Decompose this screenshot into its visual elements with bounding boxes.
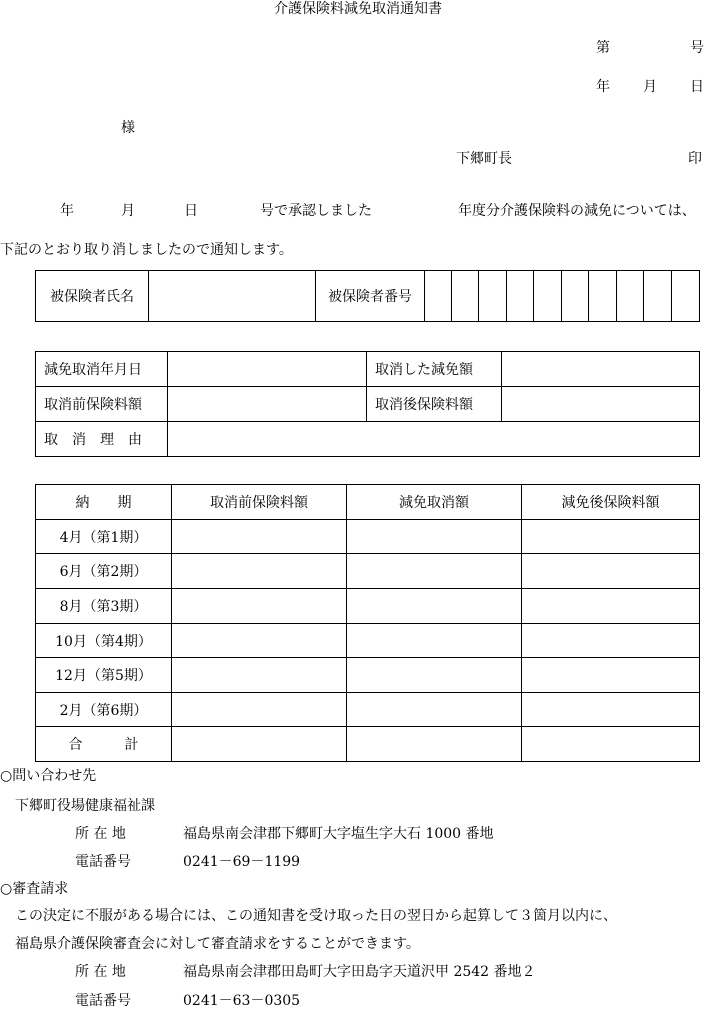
header-after: 減免後保険料額: [522, 485, 700, 520]
period-after-cell[interactable]: [522, 693, 700, 727]
period-after-cell[interactable]: [522, 589, 700, 624]
notice-text: 下記のとおり取り消しましたので通知します。: [0, 242, 293, 258]
period-table: [35, 484, 700, 762]
period-after-cell[interactable]: [522, 658, 700, 693]
header-period: 納 期: [36, 485, 172, 520]
contact-phone-label: 電話番号: [75, 854, 131, 870]
contact-address-label: 所 在 地: [75, 826, 126, 842]
header-cancel: 減免取消額: [347, 485, 522, 520]
document-title: 介護保険料減免取消通知書: [274, 1, 442, 17]
period-after-cell[interactable]: [522, 520, 700, 554]
table-row: [36, 554, 700, 589]
insured-number-digit[interactable]: [479, 271, 507, 322]
insured-number-digit[interactable]: [507, 271, 534, 322]
total-label: 合 計: [36, 727, 172, 762]
approval-year: 年: [60, 203, 74, 219]
period-before-cell[interactable]: [172, 554, 347, 589]
period-before-cell[interactable]: [172, 589, 347, 624]
period-cancel-cell[interactable]: [347, 520, 522, 554]
period-cancel-cell[interactable]: [347, 624, 522, 658]
cancel-date-label: 減免取消年月日: [36, 352, 168, 387]
insured-number-digit[interactable]: [562, 271, 589, 322]
period-label: 4月（第1期）: [36, 520, 172, 554]
period-before-cell[interactable]: [172, 624, 347, 658]
premium-before-field[interactable]: [168, 387, 367, 422]
addressee-suffix: 様: [121, 120, 135, 136]
cancelled-amount-field[interactable]: [502, 352, 700, 387]
total-after-cell[interactable]: [522, 727, 700, 762]
cancelled-amount-label: 取消した減免額: [367, 352, 502, 387]
period-cancel-cell[interactable]: [347, 658, 522, 693]
premium-before-label: 取消前保険料額: [36, 387, 168, 422]
review-heading: ○審査請求: [0, 881, 69, 897]
review-address: 福島県南会津郡田島町大字田島字天道沢甲 2542 番地２: [183, 964, 536, 980]
period-before-cell[interactable]: [172, 520, 347, 554]
insured-number-digit[interactable]: [425, 271, 452, 322]
review-text-line1: この決定に不服がある場合には、この通知書を受け取った日の翌日から起算して３箇月以内に、: [15, 908, 617, 924]
insured-number-label: 被保険者番号: [316, 271, 425, 322]
period-label: 6月（第2期）: [36, 554, 172, 589]
review-text-line2: 福島県介護保険審査会に対して審査請求をすることができます。: [15, 936, 420, 952]
approval-day: 日: [184, 203, 198, 219]
insured-number-digit[interactable]: [589, 271, 617, 322]
table-row: [36, 624, 700, 658]
review-address-label: 所 在 地: [75, 964, 126, 980]
doc-number-prefix: 第: [596, 40, 610, 56]
period-before-cell[interactable]: [172, 658, 347, 693]
period-cancel-cell[interactable]: [347, 693, 522, 727]
contact-phone: 0241－69－1199: [183, 854, 301, 870]
period-label: 2月（第6期）: [36, 693, 172, 727]
contact-heading: ○問い合わせ先: [0, 768, 97, 784]
insured-name-field[interactable]: [149, 271, 316, 322]
total-cancel-cell[interactable]: [347, 727, 522, 762]
contact-office: 下郷町役場健康福祉課: [15, 798, 155, 814]
issuer: 下郷町長: [456, 151, 512, 167]
premium-after-label: 取消後保険料額: [367, 387, 502, 422]
period-after-cell[interactable]: [522, 554, 700, 589]
period-label: 12月（第5期）: [36, 658, 172, 693]
insured-number-digit[interactable]: [644, 271, 672, 322]
total-before-cell[interactable]: [172, 727, 347, 762]
insured-table: [35, 270, 700, 322]
insured-number-digit[interactable]: [672, 271, 700, 322]
table-row: [36, 727, 700, 762]
header-before: 取消前保険料額: [172, 485, 347, 520]
review-phone: 0241－63－0305: [183, 993, 301, 1009]
period-before-cell[interactable]: [172, 693, 347, 727]
date-month: 月: [643, 79, 657, 95]
contact-address: 福島県南会津郡下郷町大字塩生字大石 1000 番地: [183, 826, 494, 842]
review-phone-label: 電話番号: [75, 993, 131, 1009]
table-row: [36, 658, 700, 693]
doc-number-suffix: 号: [690, 40, 704, 56]
insured-number-digit[interactable]: [617, 271, 644, 322]
insured-name-label: 被保険者氏名: [36, 271, 149, 322]
table-row: [36, 520, 700, 554]
cancel-reason-label: 取 消 理 由: [36, 422, 168, 457]
period-label: 10月（第4期）: [36, 624, 172, 658]
table-row: [36, 589, 700, 624]
insured-number-digit[interactable]: [452, 271, 479, 322]
approval-month: 月: [121, 203, 135, 219]
date-year: 年: [596, 79, 610, 95]
approval-text: 号で承認しました: [260, 203, 372, 219]
table-row: [36, 693, 700, 727]
insured-number-digit[interactable]: [534, 271, 562, 322]
cancel-info-table: [35, 351, 700, 457]
period-cancel-cell[interactable]: [347, 589, 522, 624]
period-label: 8月（第3期）: [36, 589, 172, 624]
period-after-cell[interactable]: [522, 624, 700, 658]
period-cancel-cell[interactable]: [347, 554, 522, 589]
fiscal-year-text: 年度分介護保険料の減免については、: [458, 203, 696, 219]
seal-mark: 印: [688, 151, 702, 167]
date-day: 日: [690, 79, 704, 95]
cancel-reason-field[interactable]: [168, 422, 700, 457]
premium-after-field[interactable]: [502, 387, 700, 422]
cancel-date-field[interactable]: [168, 352, 367, 387]
